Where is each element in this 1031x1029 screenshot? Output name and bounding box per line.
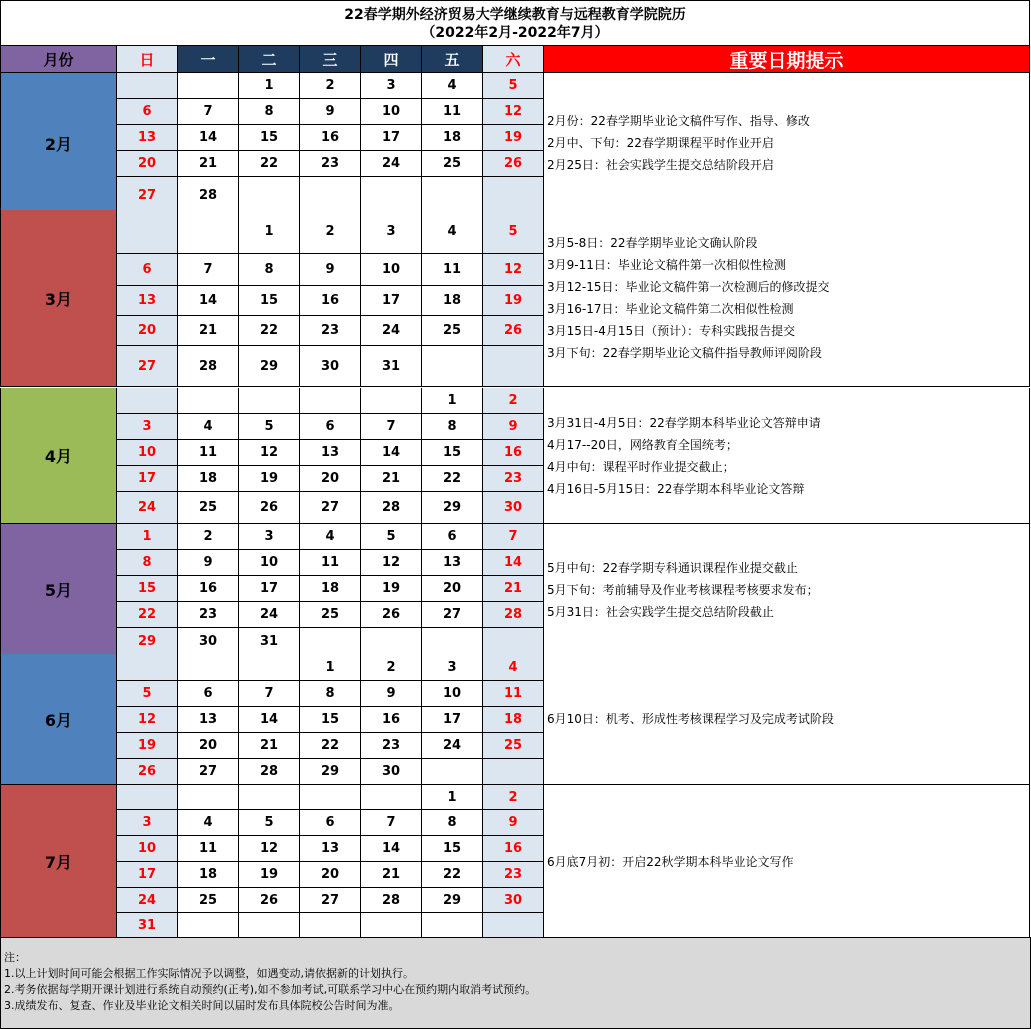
month-label-4: 4月 <box>0 388 117 524</box>
day-cell: 5 <box>483 73 544 99</box>
day-cell: 1 <box>239 210 300 254</box>
day-cell: 15 <box>239 125 300 151</box>
day-cell: 12 <box>483 254 544 286</box>
note-line: 2月份：22春学期毕业论文稿件写作、指导、修改 <box>547 114 810 128</box>
important-dates-header: 重要日期提示 <box>544 46 1030 73</box>
day-cell <box>117 654 178 681</box>
day-cell: 15 <box>422 836 483 862</box>
day-cell: 4 <box>422 210 483 254</box>
day-cell: 20 <box>300 862 361 888</box>
day-cell: 12 <box>117 707 178 733</box>
month-label-5: 5月 <box>0 524 117 656</box>
note-line: 5月31日：社会实践学生提交总结阶段截止 <box>547 604 774 619</box>
day-cell: 10 <box>361 99 422 125</box>
day-cell: 25 <box>178 492 239 524</box>
day-cell: 9 <box>178 550 239 576</box>
day-cell: 13 <box>117 286 178 316</box>
month-notes-3 <box>544 210 1030 387</box>
day-cell: 6 <box>117 254 178 286</box>
day-cell: 3 <box>422 654 483 681</box>
day-cell: 20 <box>178 733 239 759</box>
day-cell: 20 <box>117 316 178 346</box>
note-line: 3月16-17日：毕业论文稿件第二次相似性检测 <box>547 302 794 316</box>
day-cell: 7 <box>178 254 239 286</box>
day-cell: 11 <box>300 550 361 576</box>
day-cell: 28 <box>178 177 239 214</box>
note-line: 3月12-15日：毕业论文稿件第一次检测后的修改提交 <box>547 280 830 294</box>
day-cell: 16 <box>483 836 544 862</box>
day-cell <box>117 73 178 99</box>
day-cell: 25 <box>300 602 361 628</box>
day-cell: 5 <box>117 681 178 707</box>
day-cell: 3 <box>117 810 178 836</box>
day-cell <box>483 913 544 939</box>
day-cell: 30 <box>178 628 239 656</box>
day-cell <box>300 913 361 939</box>
day-cell: 11 <box>178 440 239 466</box>
day-cell: 14 <box>239 707 300 733</box>
weekday-header-6: 六 <box>483 46 544 73</box>
month-label-6: 6月 <box>0 654 117 785</box>
day-cell: 10 <box>117 440 178 466</box>
day-cell <box>239 177 300 214</box>
title-line-1: 22春学期外经济贸易大学继续教育与远程教育学院院历 <box>344 7 686 23</box>
day-cell: 4 <box>178 414 239 440</box>
day-cell: 30 <box>361 759 422 785</box>
note-line: 5月中旬：22春学期专科通识课程作业提交截止 <box>547 560 798 575</box>
day-cell: 14 <box>178 125 239 151</box>
day-cell: 31 <box>239 628 300 656</box>
day-cell: 25 <box>483 733 544 759</box>
day-cell: 21 <box>178 316 239 346</box>
day-cell: 26 <box>239 888 300 913</box>
note-line: 4月16日-5月15日：22春学期本科毕业论文答辩 <box>547 481 805 496</box>
day-cell <box>361 177 422 214</box>
note-line: 3月5-8日：22春学期毕业论文确认阶段 <box>547 236 758 250</box>
day-cell: 24 <box>422 733 483 759</box>
footer-item-2: 2.考务依据每学期开课计划进行系统自动预约(正考),如不参加考试,可联系学习中心在预约期内取消考试预约。 <box>4 983 537 996</box>
day-cell: 1 <box>422 388 483 414</box>
day-cell <box>178 785 239 810</box>
note-line: 6月10日：机考、形成性考核课程学习及完成考试阶段 <box>547 712 834 726</box>
day-cell: 19 <box>239 466 300 492</box>
day-cell: 8 <box>300 681 361 707</box>
day-cell: 27 <box>117 177 178 214</box>
day-cell: 11 <box>178 836 239 862</box>
day-cell: 7 <box>483 524 544 550</box>
day-cell: 9 <box>483 810 544 836</box>
day-cell: 13 <box>117 125 178 151</box>
day-cell: 13 <box>178 707 239 733</box>
day-cell: 15 <box>422 440 483 466</box>
day-cell: 20 <box>422 576 483 602</box>
day-cell <box>361 913 422 939</box>
day-cell: 23 <box>178 602 239 628</box>
day-cell: 16 <box>483 440 544 466</box>
weekday-header-3: 三 <box>300 46 361 73</box>
day-cell: 18 <box>178 466 239 492</box>
day-cell: 2 <box>178 524 239 550</box>
month-notes-6 <box>544 654 1030 785</box>
weekday-header-2: 二 <box>239 46 300 73</box>
day-cell: 6 <box>422 524 483 550</box>
day-cell: 9 <box>300 254 361 286</box>
day-cell: 2 <box>483 785 544 810</box>
day-cell: 8 <box>422 810 483 836</box>
day-cell: 29 <box>239 346 300 387</box>
day-cell <box>361 785 422 810</box>
day-cell: 17 <box>239 576 300 602</box>
day-cell: 7 <box>361 414 422 440</box>
month-label-7: 7月 <box>0 785 117 939</box>
day-cell: 24 <box>117 492 178 524</box>
day-cell: 28 <box>483 602 544 628</box>
day-cell: 21 <box>178 151 239 177</box>
day-cell <box>117 210 178 254</box>
day-cell <box>300 177 361 214</box>
day-cell: 1 <box>117 524 178 550</box>
day-cell <box>483 759 544 785</box>
day-cell: 27 <box>300 888 361 913</box>
day-cell: 16 <box>300 286 361 316</box>
day-cell: 5 <box>239 810 300 836</box>
day-cell: 6 <box>300 414 361 440</box>
day-cell <box>483 346 544 387</box>
day-cell: 14 <box>361 440 422 466</box>
day-cell: 22 <box>239 316 300 346</box>
day-cell <box>117 785 178 810</box>
day-cell: 30 <box>483 492 544 524</box>
day-cell: 26 <box>239 492 300 524</box>
day-cell: 24 <box>239 602 300 628</box>
day-cell: 4 <box>483 654 544 681</box>
day-cell: 12 <box>361 550 422 576</box>
footer-item-1: 1.以上计划时间可能会根据工作实际情况予以调整，如遇变动,请依据新的计划执行。 <box>4 967 414 980</box>
day-cell: 21 <box>361 466 422 492</box>
day-cell: 15 <box>300 707 361 733</box>
day-cell: 11 <box>422 99 483 125</box>
footer-item-3: 3.成绩发布、复查、作业及毕业论文相关时间以届时发布具体院校公告时间为准。 <box>4 999 400 1012</box>
day-cell: 6 <box>300 810 361 836</box>
day-cell: 8 <box>239 254 300 286</box>
day-cell: 22 <box>117 602 178 628</box>
day-cell <box>361 388 422 414</box>
day-cell: 7 <box>361 810 422 836</box>
day-cell: 22 <box>239 151 300 177</box>
day-cell: 16 <box>178 576 239 602</box>
day-cell: 4 <box>422 73 483 99</box>
day-cell: 6 <box>178 681 239 707</box>
note-line: 2月中、下旬：22春学期课程平时作业开启 <box>547 136 774 150</box>
day-cell: 14 <box>178 286 239 316</box>
day-cell: 20 <box>300 466 361 492</box>
day-cell <box>239 785 300 810</box>
day-cell: 24 <box>117 888 178 913</box>
note-line: 4月17--20日，网络教育全国统考； <box>547 437 738 452</box>
day-cell <box>239 388 300 414</box>
day-cell: 31 <box>117 913 178 939</box>
day-cell: 23 <box>483 466 544 492</box>
day-cell: 9 <box>361 681 422 707</box>
day-cell: 10 <box>361 254 422 286</box>
note-line: 3月9-11日：毕业论文稿件第一次相似性检测 <box>547 258 786 272</box>
day-cell: 22 <box>422 466 483 492</box>
day-cell: 13 <box>422 550 483 576</box>
day-cell <box>422 346 483 387</box>
day-cell: 17 <box>117 466 178 492</box>
day-cell: 15 <box>117 576 178 602</box>
note-line: 5月下旬：考前辅导及作业考核课程考核要求发布； <box>547 582 819 597</box>
day-cell: 17 <box>422 707 483 733</box>
day-cell: 27 <box>178 759 239 785</box>
day-cell: 27 <box>422 602 483 628</box>
day-cell: 2 <box>361 654 422 681</box>
note-line: 2月25日：社会实践学生提交总结阶段开启 <box>547 158 774 172</box>
day-cell: 19 <box>483 286 544 316</box>
day-cell: 26 <box>483 151 544 177</box>
month-column-header: 月份 <box>0 46 117 73</box>
day-cell: 17 <box>361 286 422 316</box>
month-label-3: 3月 <box>0 210 117 387</box>
day-cell: 28 <box>361 888 422 913</box>
day-cell <box>117 388 178 414</box>
day-cell: 1 <box>300 654 361 681</box>
day-cell: 7 <box>239 681 300 707</box>
day-cell: 27 <box>300 492 361 524</box>
day-cell: 3 <box>239 524 300 550</box>
day-cell: 8 <box>117 550 178 576</box>
day-cell: 5 <box>361 524 422 550</box>
day-cell: 28 <box>361 492 422 524</box>
note-line: 3月31日-4月5日：22春学期本科毕业论文答辩申请 <box>547 415 821 430</box>
day-cell <box>422 628 483 656</box>
day-cell <box>300 388 361 414</box>
day-cell: 25 <box>422 151 483 177</box>
calendar-title <box>0 0 1030 46</box>
day-cell: 10 <box>117 836 178 862</box>
day-cell: 29 <box>422 492 483 524</box>
day-cell: 15 <box>239 286 300 316</box>
day-cell: 14 <box>483 550 544 576</box>
month-notes-5 <box>544 524 1030 656</box>
day-cell: 8 <box>422 414 483 440</box>
footer-notes <box>0 937 1031 1029</box>
day-cell: 26 <box>483 316 544 346</box>
day-cell: 6 <box>117 99 178 125</box>
day-cell: 23 <box>300 316 361 346</box>
day-cell: 28 <box>239 759 300 785</box>
day-cell: 1 <box>422 785 483 810</box>
day-cell: 12 <box>239 440 300 466</box>
day-cell: 30 <box>483 888 544 913</box>
day-cell: 17 <box>117 862 178 888</box>
day-cell: 7 <box>178 99 239 125</box>
day-cell <box>422 177 483 214</box>
day-cell: 29 <box>300 759 361 785</box>
day-cell: 10 <box>239 550 300 576</box>
day-cell <box>422 913 483 939</box>
day-cell: 24 <box>361 151 422 177</box>
day-cell: 5 <box>239 414 300 440</box>
day-cell <box>178 210 239 254</box>
note-line: 6月底7月初：开启22秋学期本科毕业论文写作 <box>547 854 794 869</box>
day-cell: 28 <box>178 346 239 387</box>
day-cell: 18 <box>178 862 239 888</box>
day-cell: 26 <box>117 759 178 785</box>
day-cell: 16 <box>300 125 361 151</box>
note-line: 3月15日-4月15日（预计）：专科实践报告提交 <box>547 324 796 338</box>
weekday-header-4: 四 <box>361 46 422 73</box>
day-cell: 22 <box>300 733 361 759</box>
day-cell: 23 <box>300 151 361 177</box>
day-cell: 21 <box>361 862 422 888</box>
day-cell: 12 <box>239 836 300 862</box>
note-line: 4月中旬：课程平时作业提交截止； <box>547 459 735 474</box>
day-cell: 9 <box>300 99 361 125</box>
day-cell: 4 <box>178 810 239 836</box>
day-cell: 23 <box>361 733 422 759</box>
day-cell <box>178 388 239 414</box>
day-cell: 8 <box>239 99 300 125</box>
day-cell: 11 <box>483 681 544 707</box>
day-cell: 11 <box>422 254 483 286</box>
day-cell <box>178 73 239 99</box>
day-cell: 19 <box>483 125 544 151</box>
month-label-2: 2月 <box>0 73 117 214</box>
day-cell: 17 <box>361 125 422 151</box>
day-cell: 13 <box>300 440 361 466</box>
day-cell: 19 <box>361 576 422 602</box>
day-cell <box>361 628 422 656</box>
day-cell <box>239 913 300 939</box>
day-cell <box>239 654 300 681</box>
day-cell: 2 <box>300 210 361 254</box>
day-cell: 19 <box>239 862 300 888</box>
weekday-header-1: 一 <box>178 46 239 73</box>
day-cell: 5 <box>483 210 544 254</box>
day-cell <box>178 913 239 939</box>
day-cell: 20 <box>117 151 178 177</box>
day-cell: 13 <box>300 836 361 862</box>
day-cell: 18 <box>422 125 483 151</box>
day-cell: 24 <box>361 316 422 346</box>
day-cell: 25 <box>178 888 239 913</box>
day-cell: 29 <box>422 888 483 913</box>
day-cell: 22 <box>422 862 483 888</box>
footer-label: 注： <box>4 951 26 964</box>
day-cell: 26 <box>361 602 422 628</box>
day-cell: 3 <box>361 210 422 254</box>
day-cell: 10 <box>422 681 483 707</box>
day-cell <box>300 785 361 810</box>
title-line-2: （2022年2月-2022年7月） <box>421 25 609 41</box>
day-cell: 21 <box>239 733 300 759</box>
day-cell: 3 <box>117 414 178 440</box>
day-cell: 9 <box>483 414 544 440</box>
day-cell: 14 <box>361 836 422 862</box>
day-cell: 27 <box>117 346 178 387</box>
day-cell: 30 <box>300 346 361 387</box>
day-cell: 18 <box>300 576 361 602</box>
day-cell: 3 <box>361 73 422 99</box>
day-cell <box>178 654 239 681</box>
day-cell <box>483 177 544 214</box>
weekday-header-5: 五 <box>422 46 483 73</box>
note-line: 3月下旬：22春学期毕业论文稿件指导教师评阅阶段 <box>547 346 822 360</box>
day-cell: 23 <box>483 862 544 888</box>
day-cell: 2 <box>483 388 544 414</box>
day-cell: 18 <box>422 286 483 316</box>
day-cell: 18 <box>483 707 544 733</box>
day-cell: 21 <box>483 576 544 602</box>
day-cell: 4 <box>300 524 361 550</box>
month-notes-2 <box>544 73 1030 214</box>
day-cell: 19 <box>117 733 178 759</box>
day-cell: 1 <box>239 73 300 99</box>
day-cell: 16 <box>361 707 422 733</box>
day-cell <box>483 628 544 656</box>
day-cell: 12 <box>483 99 544 125</box>
day-cell: 2 <box>300 73 361 99</box>
day-cell: 29 <box>117 628 178 656</box>
month-notes-4 <box>544 388 1030 524</box>
day-cell: 25 <box>422 316 483 346</box>
day-cell <box>300 628 361 656</box>
weekday-header-0: 日 <box>117 46 178 73</box>
day-cell <box>422 759 483 785</box>
month-notes-7 <box>544 785 1030 939</box>
day-cell: 31 <box>361 346 422 387</box>
